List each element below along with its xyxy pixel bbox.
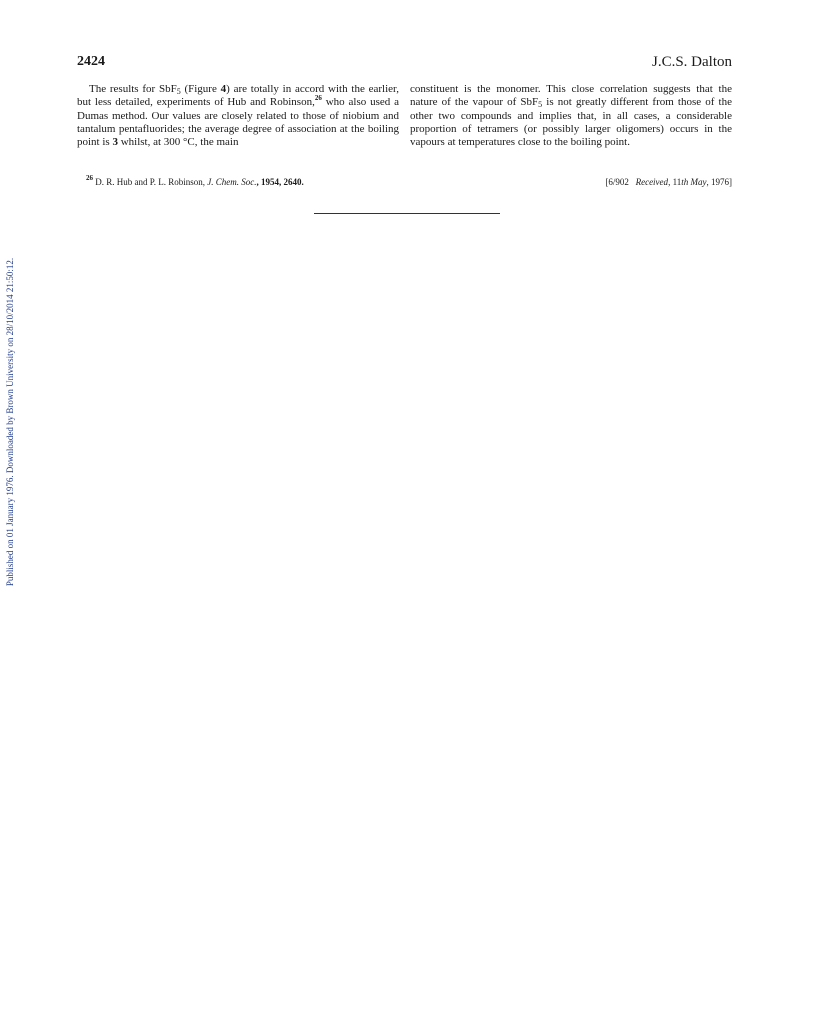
manuscript-ref: [6/902 [605, 177, 629, 187]
text-run: is not greatly different from those of the other two compounds and implies that, in all cases, a considerable proportion of tetramers (or possibly larger oligomers) occurs in the vapours at temperatures close to the boiling point. [410, 96, 732, 149]
text-run: whilst, at 300 °C, the main [117, 136, 239, 149]
association-degree: 3 [112, 136, 118, 149]
text-run: The results for SbF [89, 83, 177, 95]
received-label: Received [635, 177, 669, 187]
ordinal-suffix: th [681, 177, 689, 187]
figure-number: 4 [220, 83, 227, 95]
received-note [605, 177, 732, 187]
footnote [86, 174, 304, 187]
footnote-details: , 1954, 2640. [256, 177, 304, 187]
received-day: , 11 [668, 177, 682, 187]
right-paragraph [410, 83, 732, 149]
page-header [77, 54, 732, 76]
text-run: (Figure [180, 83, 221, 95]
reference-superscript: 26 [314, 94, 322, 103]
journal-name: J.C.S. Dalton [651, 54, 732, 70]
right-column [410, 83, 732, 149]
footnote-authors: D. R. Hub and P. L. Robinson, [93, 177, 208, 187]
subscript: 5 [538, 100, 543, 110]
received-month: May [688, 177, 707, 187]
text-run: ) are totally in accord with the earlier, but less detailed, experiments of Hub and Robinson, [77, 83, 399, 109]
page-number: 2424 [77, 54, 105, 69]
subscript: 5 [176, 87, 181, 96]
footnote-number: 26 [86, 174, 93, 182]
received-year: , 1976] [706, 177, 732, 187]
text-run: constituent is the monomer. This close correlation suggests that the nature of the vapour of SbF [410, 83, 732, 109]
footnote-journal: J. Chem. Soc. [207, 177, 257, 187]
left-paragraph [77, 83, 399, 149]
download-notice [2, 226, 18, 618]
end-rule [314, 213, 500, 214]
download-notice-text: Published on 01 January 1976. Downloaded by Brown University on 28/10/2014 21:50:12. [5, 257, 15, 587]
text-run: who also used a Dumas method. Our values are closely related to those of niobium and tantalum pentafluorides; the average degree of association at the boiling point is [77, 96, 400, 149]
left-column [77, 83, 399, 149]
